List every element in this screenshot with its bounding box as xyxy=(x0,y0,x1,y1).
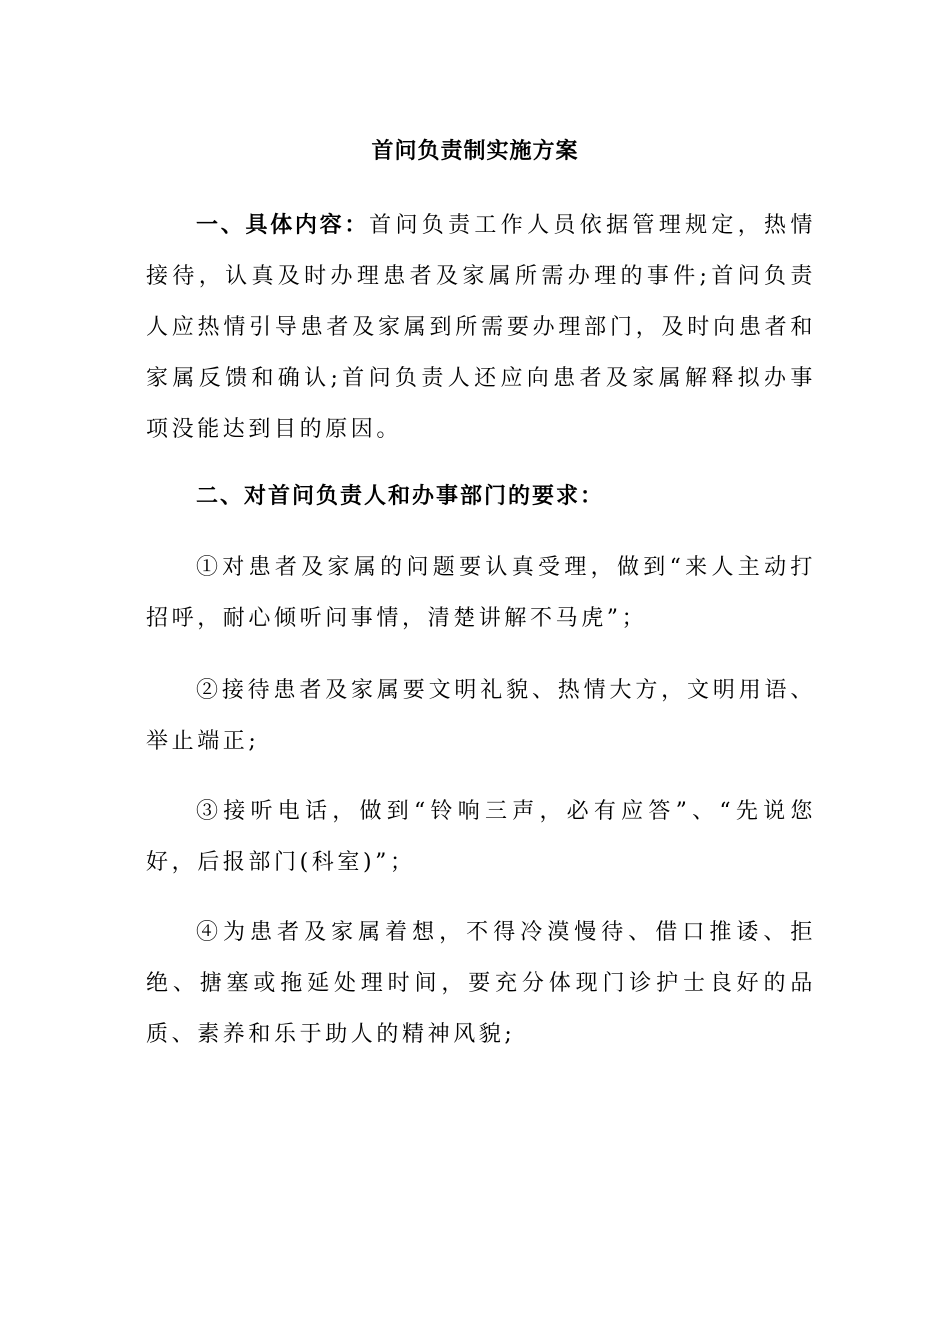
section-1-paragraph xyxy=(146,200,816,455)
requirement-item-4: ④为患者及家属着想，不得冷漠慢待、借口推诿、拒绝、搪塞或拖延处理时间，要充分体现门诊护士良好的品质、素养和乐于助人的精神风貌; xyxy=(146,920,816,1047)
section-1-body: 首问负责工作人员依据管理规定，热情接待，认真及时办理患者及家属所需办理的事件;首问负责人应热情引导患者及家属到所需要办理部门，及时向患者和家属反馈和确认;首问负责人还应向患者及家属解释拟办事项没能达到目的原因。 xyxy=(146,213,816,442)
requirement-item-3: ③接听电话，做到“铃响三声，必有应答”、“先说您好，后报部门(科室)”； xyxy=(146,799,816,875)
section-1-heading: 一、具体内容： xyxy=(196,213,370,238)
requirement-item-1: ①对患者及家属的问题要认真受理，做到“来人主动打招呼，耐心倾听问事情，清楚讲解不马虎”； xyxy=(146,555,816,631)
section-2-heading: 二、对首问负责人和办事部门的要求： xyxy=(196,484,605,509)
requirement-item-2: ②接待患者及家属要文明礼貌、热情大方，文明用语、举止端正; xyxy=(146,678,816,754)
document-title: 首问负责制实施方案 xyxy=(371,139,579,164)
